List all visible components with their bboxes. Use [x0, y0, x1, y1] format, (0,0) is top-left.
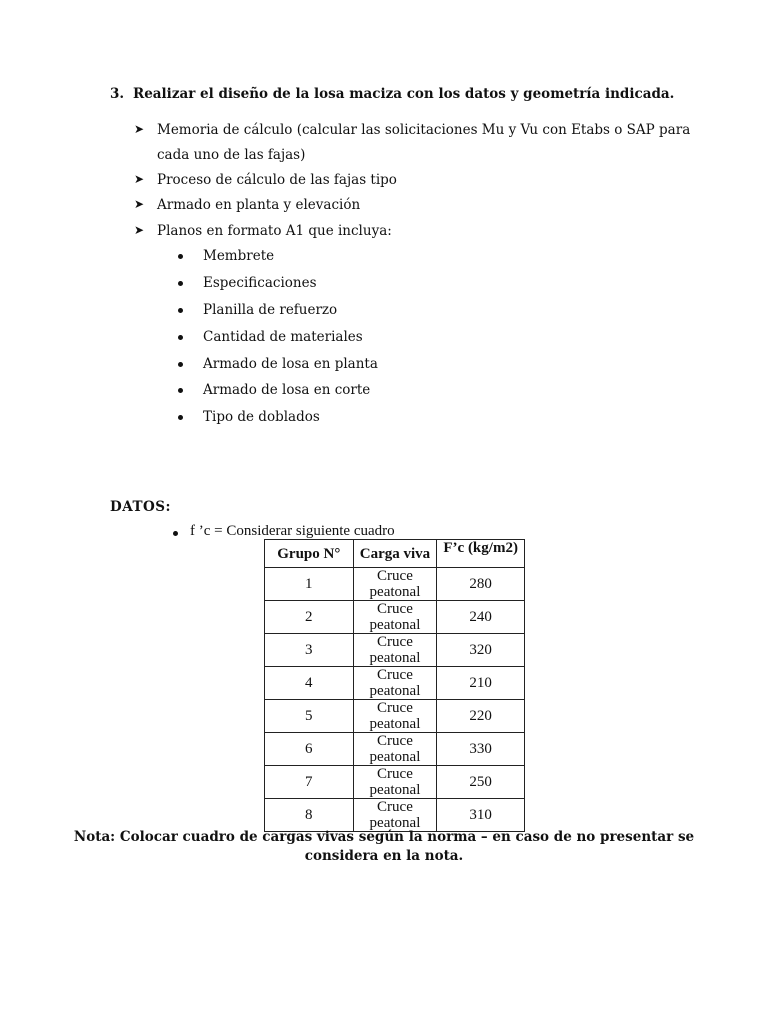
cell-grupo: 6 — [265, 733, 354, 766]
arrow-item-planos: Planos en formato A1 que incluya: — [157, 223, 392, 239]
table-row — [265, 700, 525, 733]
arrow-item-proceso: Proceso de cálculo de las fajas tipo — [157, 172, 397, 188]
fc-line: f ’c = Considerar siguiente cuadro — [190, 523, 395, 539]
cell-carga-viva — [353, 568, 437, 601]
cell-carga-viva — [353, 799, 437, 832]
bullet-dot-icon — [178, 415, 183, 420]
arrow-bullet-icon: ➤ — [134, 223, 145, 237]
table-row — [265, 568, 525, 601]
carga-line2: peatonal — [369, 584, 421, 600]
group-table — [264, 539, 525, 832]
carga-line2: peatonal — [369, 617, 421, 633]
carga-line1: Cruce — [377, 667, 413, 683]
cell-carga-viva — [353, 601, 437, 634]
carga-line1: Cruce — [377, 766, 413, 782]
section-title: Realizar el diseño de la losa maciza con los datos y geometría indicada. — [133, 86, 675, 102]
arrow-item-memoria: Memoria de cálculo (calcular las solicitaciones Mu y Vu con Etabs o SAP para — [157, 122, 691, 138]
cell-grupo: 8 — [265, 799, 354, 832]
carga-line2: peatonal — [369, 650, 421, 666]
cell-grupo: 2 — [265, 601, 354, 634]
header-grupo: Grupo N° — [265, 540, 354, 568]
cell-fc: 330 — [437, 733, 525, 766]
carga-line1: Cruce — [377, 601, 413, 617]
table-header-row — [265, 540, 525, 568]
arrow-bullet-icon: ➤ — [134, 172, 145, 186]
bullet-item: Armado de losa en planta — [203, 356, 378, 372]
bullet-dot-icon — [178, 254, 183, 259]
bullet-dot-icon — [178, 362, 183, 367]
nota-line2: considera en la nota. — [304, 848, 464, 864]
bullet-dot-icon — [178, 335, 183, 340]
cell-grupo: 3 — [265, 634, 354, 667]
carga-line1: Cruce — [377, 733, 413, 749]
cell-fc: 310 — [437, 799, 525, 832]
table-row — [265, 601, 525, 634]
carga-line1: Cruce — [377, 799, 413, 815]
table-row — [265, 766, 525, 799]
datos-heading: DATOS: — [110, 499, 171, 515]
bullet-dot-icon — [173, 531, 178, 536]
cell-grupo: 4 — [265, 667, 354, 700]
cell-fc: 210 — [437, 667, 525, 700]
cell-fc: 240 — [437, 601, 525, 634]
cell-carga-viva — [353, 766, 437, 799]
table-row — [265, 634, 525, 667]
cell-carga-viva — [353, 634, 437, 667]
carga-line2: peatonal — [369, 716, 421, 732]
bullet-item: Cantidad de materiales — [203, 329, 363, 345]
table-row — [265, 667, 525, 700]
cell-carga-viva — [353, 700, 437, 733]
arrow-item-armado: Armado en planta y elevación — [157, 197, 361, 213]
table-row — [265, 733, 525, 766]
bullet-item: Membrete — [203, 248, 275, 264]
carga-line2: peatonal — [369, 782, 421, 798]
cell-fc: 250 — [437, 766, 525, 799]
arrow-bullet-icon: ➤ — [134, 122, 145, 136]
cell-grupo: 7 — [265, 766, 354, 799]
carga-line1: Cruce — [377, 568, 413, 584]
carga-line1: Cruce — [377, 700, 413, 716]
cell-fc: 280 — [437, 568, 525, 601]
carga-line2: peatonal — [369, 683, 421, 699]
bullet-item: Armado de losa en corte — [203, 382, 371, 398]
nota-line1: Nota: Colocar cuadro de cargas vivas según la norma – en caso de no presentar se — [73, 829, 695, 845]
cell-carga-viva — [353, 733, 437, 766]
arrow-item-memoria-cont: cada uno de las fajas) — [157, 147, 306, 163]
bullet-item: Planilla de refuerzo — [203, 302, 338, 318]
cell-grupo: 1 — [265, 568, 354, 601]
cell-fc: 220 — [437, 700, 525, 733]
cell-carga-viva — [353, 667, 437, 700]
arrow-bullet-icon: ➤ — [134, 197, 145, 211]
bullet-item: Tipo de doblados — [203, 409, 320, 425]
carga-line1: Cruce — [377, 634, 413, 650]
bullet-item: Especificaciones — [203, 275, 317, 291]
cell-fc: 320 — [437, 634, 525, 667]
header-fc: F’c (kg/m2) — [437, 540, 525, 568]
bullet-dot-icon — [178, 388, 183, 393]
section-number: 3. — [110, 86, 125, 102]
table-row — [265, 799, 525, 832]
bullet-dot-icon — [178, 281, 183, 286]
carga-line2: peatonal — [369, 749, 421, 765]
bullet-dot-icon — [178, 308, 183, 313]
cell-grupo: 5 — [265, 700, 354, 733]
header-carga-viva: Carga viva — [353, 540, 437, 568]
carga-line2: peatonal — [369, 815, 421, 831]
